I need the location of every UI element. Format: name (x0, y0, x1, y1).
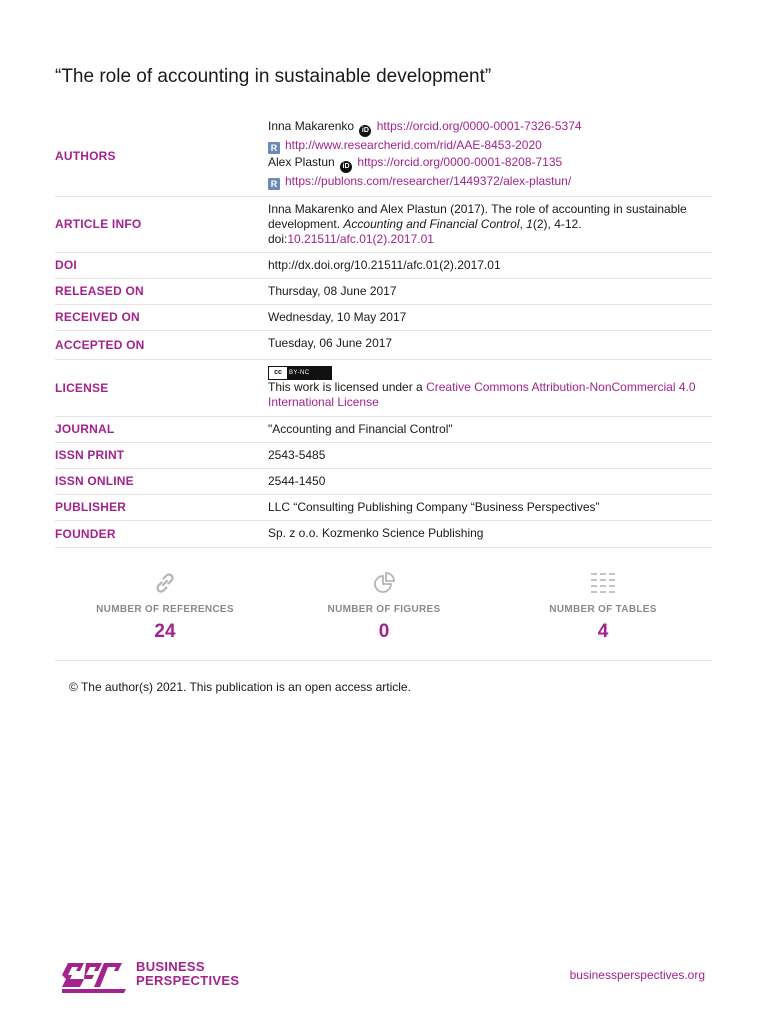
license-label: LICENSE (55, 360, 268, 417)
publisher-website-link[interactable]: businessperspectives.org (569, 968, 705, 982)
founder-value: Sp. z o.o. Kozmenko Science Publishing (268, 521, 712, 548)
citation-separator: , (519, 217, 527, 231)
license-text: This work is licensed under a (268, 380, 427, 394)
article-info-value (268, 197, 712, 253)
references-stat (65, 568, 265, 643)
article-info-table (55, 116, 712, 548)
author-name: Alex Plastun (268, 155, 335, 169)
issn-online-label: ISSN ONLINE (55, 469, 268, 495)
tables-label: NUMBER OF TABLES (549, 604, 657, 615)
citation-issue-pages: (2), 4-12. (532, 217, 582, 231)
publisher-label: PUBLISHER (55, 495, 268, 521)
researcherid-icon[interactable]: R (268, 142, 280, 154)
link-icon (65, 568, 265, 598)
publisher-value: LLC “Consulting Publishing Company “Business Perspectives” (268, 495, 712, 521)
accepted-label: ACCEPTED ON (55, 331, 268, 360)
article-info-row (55, 197, 712, 253)
orcid-link[interactable]: https://orcid.org/0000-0001-7326-5374 (376, 119, 582, 133)
released-label: RELEASED ON (55, 279, 268, 305)
issn-print-value: 2543-5485 (268, 443, 712, 469)
references-count: 24 (154, 621, 176, 642)
table-icon (503, 568, 703, 598)
received-label: RECEIVED ON (55, 305, 268, 331)
issn-online-row (55, 469, 712, 495)
brand-name (136, 960, 239, 988)
pie-chart-icon (284, 568, 484, 598)
article-stats (55, 568, 712, 661)
journal-value: "Accounting and Financial Control" (268, 417, 712, 443)
cc-license-badge-icon[interactable] (268, 366, 332, 380)
doi-row (55, 253, 712, 279)
doi-label: DOI (55, 253, 268, 279)
citation-text: Inna Makarenko and Alex Plastun (2017). The role of accounting in sustainable development. (268, 202, 687, 231)
citation-journal: Accounting and Financial Control (343, 217, 520, 231)
issn-print-row (55, 443, 712, 469)
doi-prefix: doi: (268, 232, 288, 246)
business-perspectives-logo[interactable] (62, 957, 252, 993)
authors-label: AUTHORS (55, 116, 268, 197)
publisher-mark-icon (62, 957, 132, 993)
researcherid-link[interactable]: http://www.researcherid.com/rid/AAE-8453-2020 (285, 138, 542, 152)
cc-terms: BY-NC (289, 369, 310, 376)
authors-value (268, 116, 712, 197)
author-line (268, 155, 712, 173)
citation-doi-link[interactable]: 10.21511/afc.01(2).2017.01 (287, 232, 434, 246)
citation-volume: 1 (526, 217, 533, 231)
journal-label: JOURNAL (55, 417, 268, 443)
authors-row (55, 116, 712, 197)
article-info-label: ARTICLE INFO (55, 197, 268, 253)
figures-stat (284, 568, 484, 643)
references-label: NUMBER OF REFERENCES (96, 604, 234, 615)
license-value (268, 360, 712, 417)
publons-link[interactable]: https://publons.com/researcher/1449372/alex-plastun/ (285, 174, 572, 188)
author-line (268, 119, 712, 137)
author-line (268, 174, 712, 190)
issn-print-label: ISSN PRINT (55, 443, 268, 469)
license-link[interactable]: Creative Commons Attribution-NonCommercial 4.0 International License (268, 380, 696, 409)
released-value: Thursday, 08 June 2017 (268, 279, 712, 305)
figures-count: 0 (378, 621, 390, 642)
cc-logo: cc (269, 367, 287, 379)
founder-row (55, 521, 712, 548)
doi-value[interactable]: http://dx.doi.org/10.21511/afc.01(2).2017.01 (268, 253, 712, 279)
article-title: “The role of accounting in sustainable development” (55, 66, 492, 87)
accepted-value: Tuesday, 06 June 2017 (268, 331, 712, 360)
orcid-icon[interactable]: iD (359, 125, 371, 137)
brand-line-2: PERSPECTIVES (136, 973, 240, 988)
released-row (55, 279, 712, 305)
figures-label: NUMBER OF FIGURES (327, 604, 441, 615)
orcid-link[interactable]: https://orcid.org/0000-0001-8208-7135 (357, 155, 563, 169)
founder-label: FOUNDER (55, 521, 268, 548)
author-name: Inna Makarenko (268, 119, 355, 133)
publisher-row (55, 495, 712, 521)
accepted-row (55, 331, 712, 360)
license-row (55, 360, 712, 417)
tables-count: 4 (597, 621, 609, 642)
issn-online-value: 2544-1450 (268, 469, 712, 495)
tables-stat (503, 568, 703, 643)
researcherid-icon[interactable]: R (268, 178, 280, 190)
received-value: Wednesday, 10 May 2017 (268, 305, 712, 331)
author-line (268, 138, 712, 154)
brand-line-1: BUSINESS (136, 959, 205, 974)
received-row (55, 305, 712, 331)
copyright-notice: © The author(s) 2021. This publication is an open access article. (69, 680, 411, 694)
journal-row (55, 417, 712, 443)
orcid-icon[interactable]: iD (340, 161, 352, 173)
